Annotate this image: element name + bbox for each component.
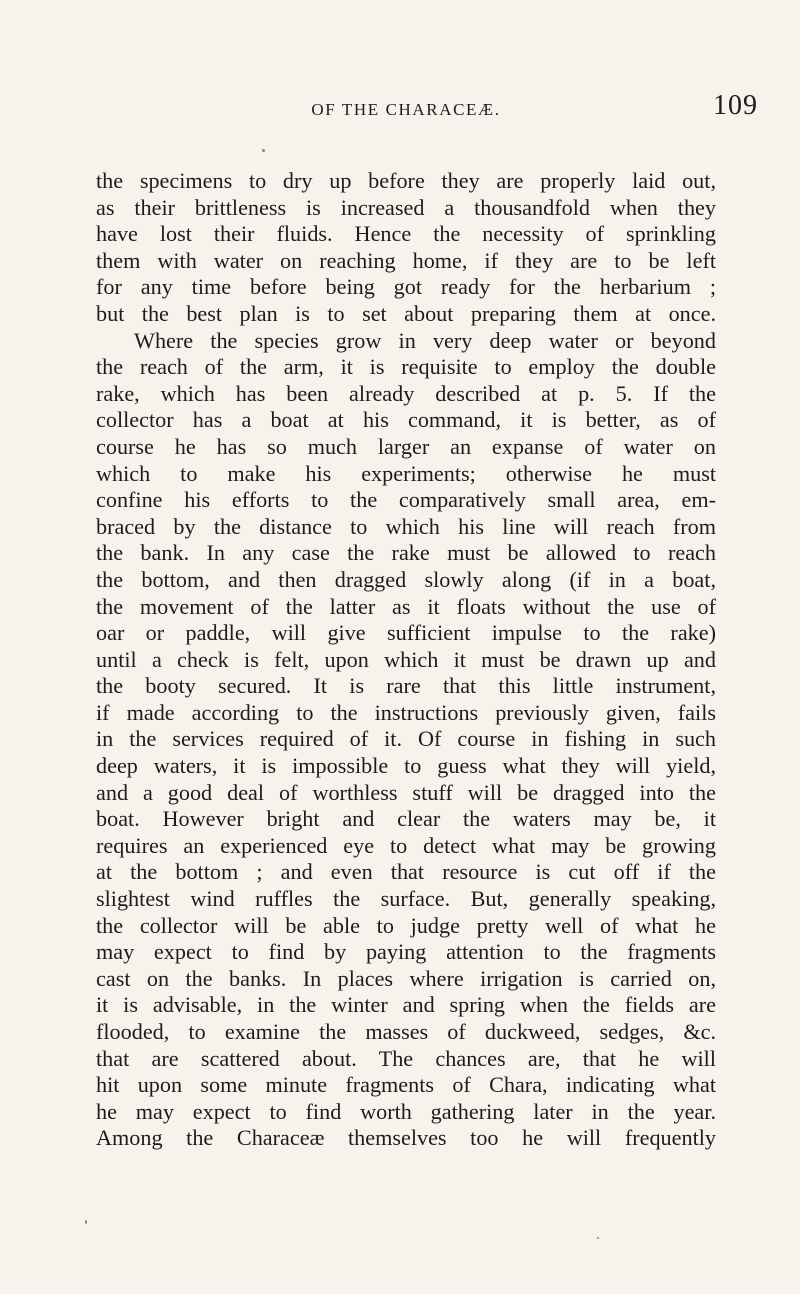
text-line: for any time before being got ready for the herbarium ;	[96, 274, 716, 300]
text-line: them with water on reaching home, if they are to be left	[96, 247, 716, 273]
text-line: and a good deal of worthless stuff will be dragged into the	[96, 779, 716, 805]
text-line: oar or paddle, will give sufficient impulse to the rake)	[96, 620, 716, 646]
text-line-paragraph-start: Where the species grow in very deep water or beyond	[134, 327, 716, 353]
text-line: the bottom, and then dragged slowly along (if in a boat,	[96, 566, 716, 592]
text-line: cast on the banks. In places where irrigation is carried on,	[96, 965, 716, 991]
text-line: the booty secured. It is rare that this little instrument,	[96, 673, 716, 699]
running-title: OF THE CHARACEÆ.	[311, 100, 501, 119]
text-line: as their brittleness is increased a thousandfold when they	[96, 194, 716, 220]
text-line: but the best plan is to set about preparing them at once.	[96, 300, 716, 326]
text-line: he may expect to find worth gathering later in the year.	[96, 1098, 716, 1124]
text-line: at the bottom ; and even that resource is cut off if the	[96, 859, 716, 885]
text-line: rake, which has been already described at p. 5. If the	[96, 380, 716, 406]
text-line: may expect to find by paying attention to the fragments	[96, 939, 716, 965]
text-line: slightest wind ruffles the surface. But, generally speaking,	[96, 886, 716, 912]
text-line: hit upon some minute fragments of Chara, indicating what	[96, 1072, 716, 1098]
text-line: boat. However bright and clear the waters may be, it	[96, 806, 716, 832]
text-line: deep waters, it is impossible to guess what they will yield,	[96, 753, 716, 779]
text-line: collector has a boat at his command, it is better, as of	[96, 407, 716, 433]
text-line: in the services required of it. Of course in fishing in such	[96, 726, 716, 752]
text-line: have lost their fluids. Hence the necessity of sprinkling	[96, 221, 716, 247]
text-line: the specimens to dry up before they are properly laid out,	[96, 168, 716, 193]
text-line: the bank. In any case the rake must be allowed to reach	[96, 540, 716, 566]
body-text	[96, 168, 716, 1152]
text-line: that are scattered about. The chances are, that he will	[96, 1045, 716, 1071]
text-line: the collector will be able to judge pretty well of what he	[96, 912, 716, 938]
paper-speck	[262, 149, 265, 152]
paper-speck	[597, 1237, 599, 1239]
text-line: flooded, to examine the masses of duckweed, sedges, &c.	[96, 1019, 716, 1044]
paper-speck	[85, 1220, 87, 1224]
running-head	[96, 88, 758, 124]
text-line: braced by the distance to which his line will reach from	[96, 513, 716, 539]
page-number: 109	[713, 90, 758, 121]
text-line: course he has so much larger an expanse of water on	[96, 433, 716, 459]
text-line: the movement of the latter as it floats without the use of	[96, 593, 716, 619]
text-line: confine his efforts to the comparatively small area, em-	[96, 487, 716, 513]
text-line: it is advisable, in the winter and spring when the fields are	[96, 992, 716, 1018]
text-line: until a check is felt, upon which it must be drawn up and	[96, 646, 716, 672]
text-line: which to make his experiments; otherwise he must	[96, 460, 716, 486]
text-line: if made according to the instructions previously given, fails	[96, 699, 716, 725]
text-line: Among the Characeæ themselves too he will frequently	[96, 1125, 716, 1151]
text-line: the reach of the arm, it is requisite to employ the double	[96, 354, 716, 380]
text-line: requires an experienced eye to detect what may be growing	[96, 832, 716, 858]
